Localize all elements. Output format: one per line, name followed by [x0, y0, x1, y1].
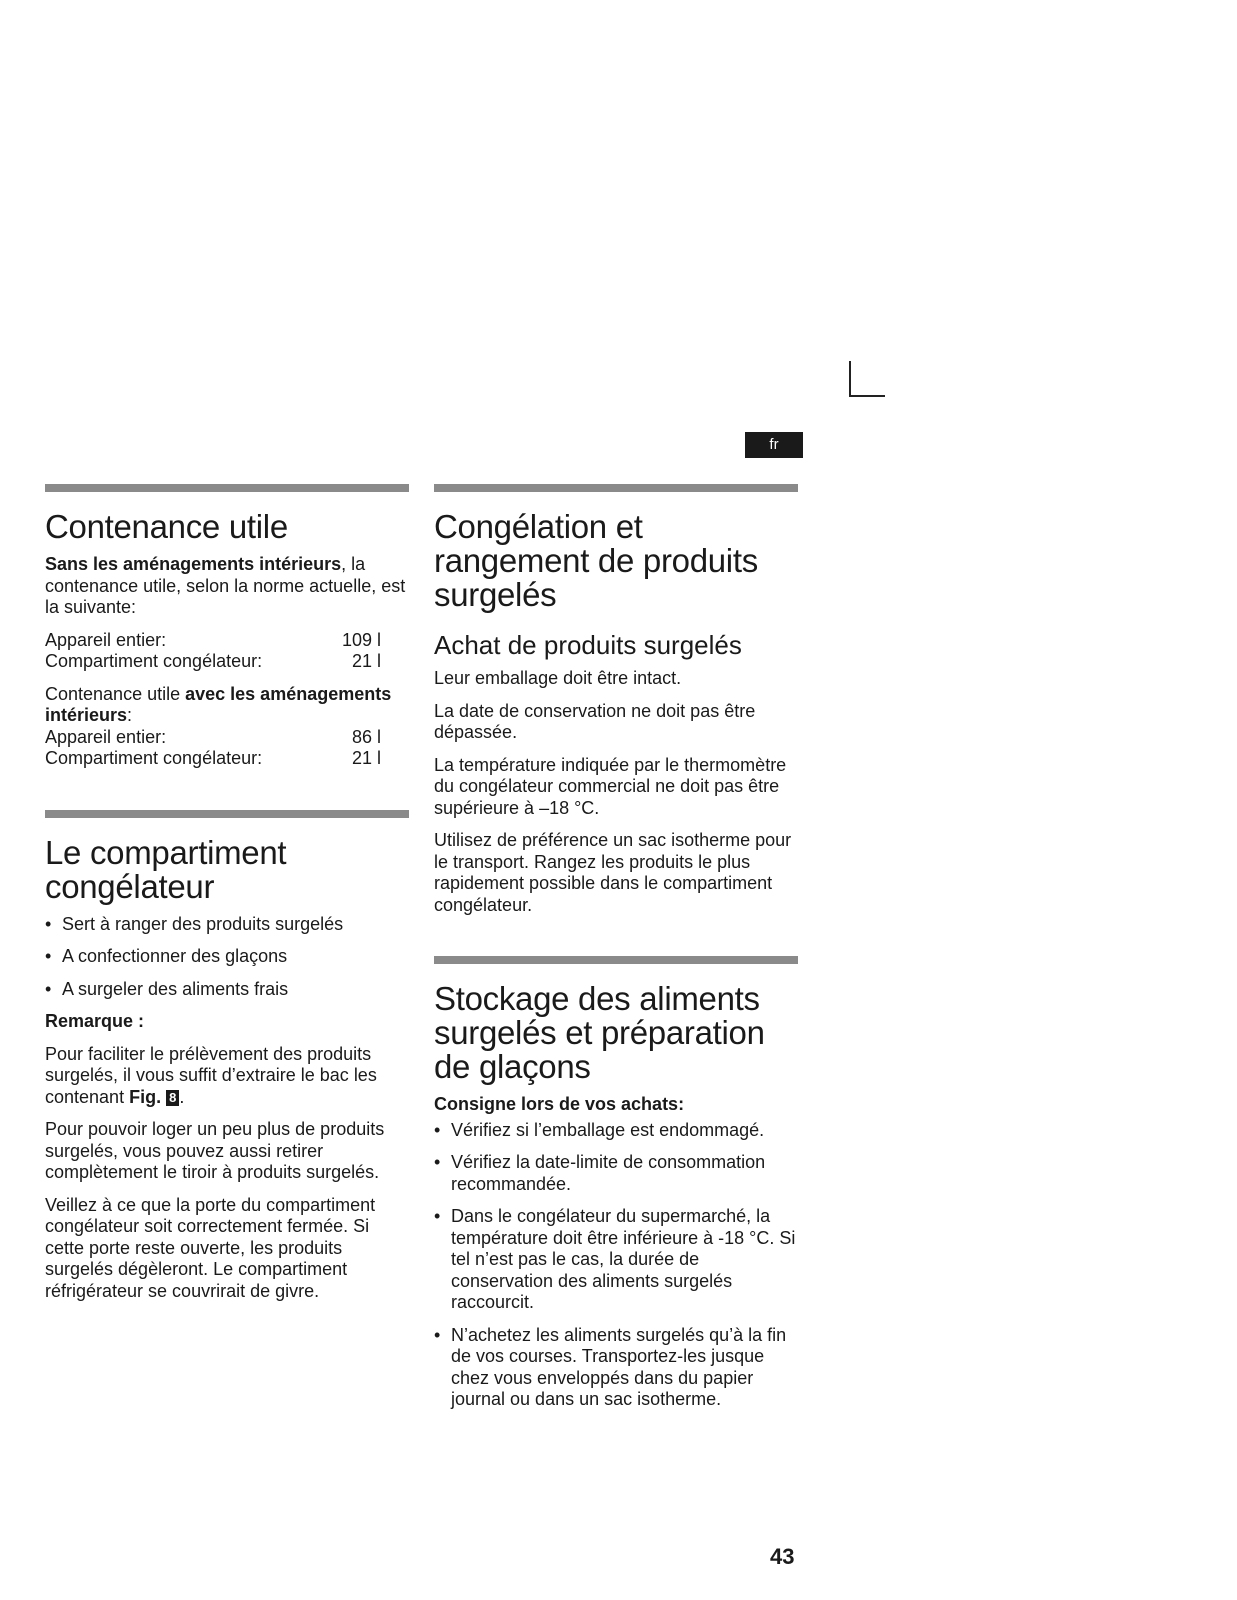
list-item: • N’achetez les aliments surgelés qu’à la fin de vos courses. Transportez-les jusque chez vous enveloppés dans du papier journal ou dans un sac isotherme.: [434, 1325, 798, 1411]
consigne-label: Consigne lors de vos achats:: [434, 1094, 685, 1114]
right-column: [434, 484, 798, 1422]
figure-reference-badge: 8: [166, 1090, 179, 1106]
list-item: • Dans le congélateur du supermarché, la température doit être inférieure à -18 °C. Si tel n’est pas le cas, la durée de conservation des aliments surgelés raccourcit.: [434, 1206, 798, 1314]
left-column: [45, 484, 409, 1313]
note-label: Remarque :: [45, 1011, 145, 1031]
achat-paragraph-4: Utilisez de préférence un sac isotherme pour le transport. Rangez les produits le plus rapidement possible dans le compartiment congélateur.: [434, 830, 792, 915]
language-tag: fr: [745, 432, 803, 458]
contenance-intro: Sans les aménagements intérieurs, la contenance utile, selon la norme actuelle, est la suivante:: [45, 554, 406, 617]
list-item: • A surgeler des aliments frais: [45, 979, 409, 1001]
compartiment-bullets: [45, 914, 409, 1001]
section-title-contenance: Contenance utile: [45, 508, 288, 545]
section-divider: [45, 484, 409, 492]
section-title-stockage: Stockage des aliments surgelés et préparation de glaçons: [434, 980, 765, 1085]
note-paragraph-2: Pour pouvoir loger un peu plus de produits surgelés, vous pouvez aussi retirer complètement le tiroir à produits surgelés.: [45, 1119, 385, 1182]
capacity-row: Compartiment congélateur: 21 l: [45, 651, 381, 671]
consigne-bullets: [434, 1120, 798, 1411]
page-number: 43: [770, 1544, 795, 1569]
capacity-table-without: [45, 630, 409, 673]
capacity-table-with: [45, 684, 409, 770]
list-item: • Vérifiez si l’emballage est endommagé.: [434, 1120, 798, 1142]
capacity-row: Appareil entier: 109 l: [45, 629, 381, 650]
capacity-row: Appareil entier: 86 l: [45, 726, 381, 747]
capacity-row: Compartiment congélateur: 21 l: [45, 748, 381, 768]
section-title-congelation: Congélation et rangement de produits surgelés: [434, 508, 758, 613]
achat-paragraph-2: La date de conservation ne doit pas être dépassée.: [434, 700, 756, 742]
achat-paragraph-3: La température indiquée par le thermomètre du congélateur commercial ne doit pas être supérieure à –18 °C.: [434, 754, 787, 818]
note-paragraph-3: Veillez à ce que la porte du compartiment congélateur soit correctement fermée. Si cette porte reste ouverte, les produits surgelés dégèleront. Le compartiment réfrigérateur se couvrirait de givre.: [45, 1194, 376, 1301]
capacity-with-label: Contenance utile avec les aménagements intérieurs:: [45, 683, 392, 725]
section-divider: [434, 484, 798, 492]
section-divider: [45, 810, 409, 818]
list-item: • Vérifiez la date-limite de consommation recommandée.: [434, 1152, 798, 1195]
section-title-compartiment: Le compartiment congélateur: [45, 833, 287, 905]
crop-mark: [849, 361, 885, 397]
achat-paragraph-1: Leur emballage doit être intact.: [434, 668, 682, 688]
list-item: • Sert à ranger des produits surgelés: [45, 914, 409, 936]
list-item: • A confectionner des glaçons: [45, 946, 409, 968]
subsection-title-achat: Achat de produits surgelés: [434, 630, 742, 660]
section-divider: [434, 956, 798, 964]
note-paragraph-1: Pour faciliter le prélèvement des produits surgelés, il vous suffit d’extraire le bac les contenant Fig. 8 .: [45, 1043, 377, 1107]
